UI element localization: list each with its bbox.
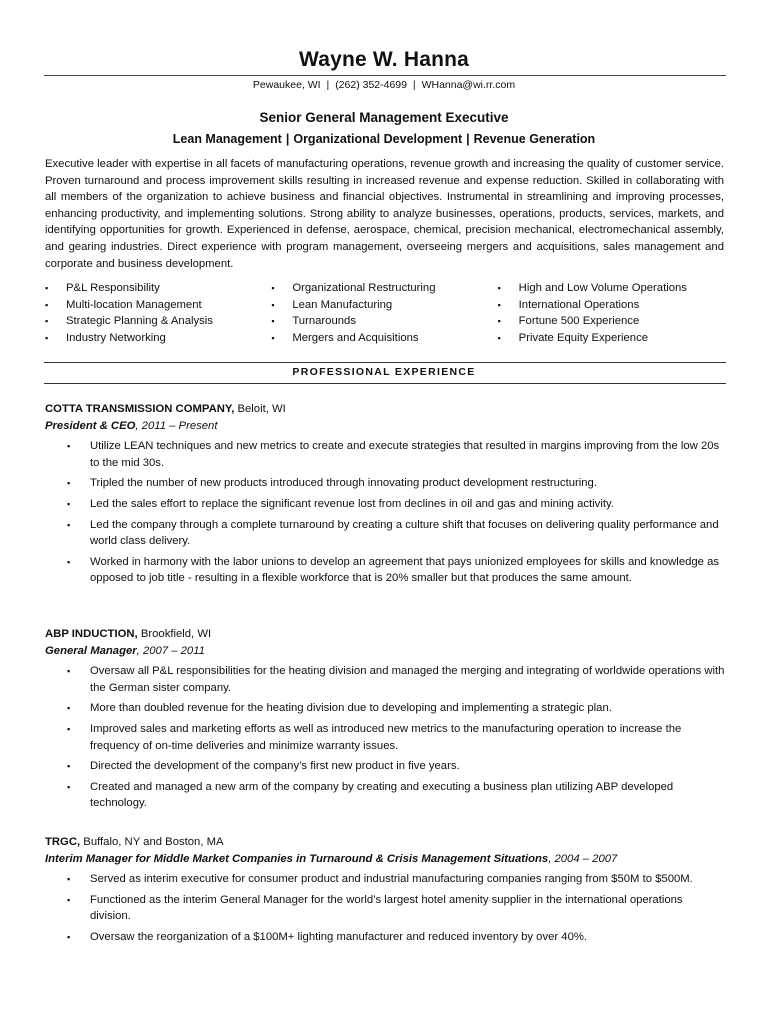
job-title-line — [45, 418, 725, 435]
skill-item: ▪ Turnarounds — [271, 313, 497, 330]
list-item: ▪ Led the sales effort to replace the significant revenue lost from declines in oil and gas and mining activity. — [45, 496, 725, 513]
skill-item: ▪ P&L Responsibility — [45, 280, 271, 297]
job-entry-abp — [45, 626, 725, 816]
contact-email[interactable]: WHanna@wi.rr.com — [421, 79, 516, 91]
bullet-icon: ▪ — [67, 498, 71, 509]
bullet-icon: ▪ — [67, 666, 71, 677]
summary-paragraph: Executive leader with expertise in all facets of manufacturing operations, revenue growth and increasing the quality of customer service. Proven turnaround and process improvement skills resulting in increased revenue and expense reduction. Skilled in collaborating with all members of the organization to achieve business and financial objectives. Instrumental in streamlining and improving processes, enhancing productivity, and implementing solutions. Strong ability to analyze businesses, operations, products, services, markets, and identifying opportunities for growth. Experienced in defense, aerospace, chemical, precision mechanical, electromechanical assembly, and gearing industries. Direct experience with program management, overseeing mergers and acquisitions, sales management and corporate and business development. — [45, 158, 724, 270]
skills-column-1 — [45, 280, 271, 347]
section-divider-top — [44, 362, 726, 363]
job-bullets — [45, 663, 725, 812]
bullet-icon: ▪ — [497, 283, 501, 293]
skill-item: ▪ International Operations — [498, 297, 724, 314]
job-title-line — [45, 643, 725, 660]
bullet-icon: ▪ — [271, 333, 275, 344]
subheadline-item: Organizational Development — [293, 132, 463, 146]
skill-item: ▪ Organizational Restructuring — [271, 280, 497, 297]
bullet-icon: ▪ — [67, 723, 71, 734]
bullet-icon: ▪ — [45, 299, 49, 310]
list-item: ▪ Led the company through a complete turnaround by creating a culture shift that focuses on delivering quality performance and world class delivery. — [67, 518, 719, 548]
bullet-icon: ▪ — [67, 478, 71, 489]
section-divider-bottom — [44, 383, 726, 384]
job-dates: , 2007 – 2011 — [136, 644, 205, 657]
subheadline — [0, 132, 768, 146]
job-company: COTTA TRANSMISSION COMPANY, — [45, 403, 235, 415]
bullet-icon: ▪ — [45, 316, 49, 327]
skill-item: ▪ Multi-location Management — [45, 297, 271, 314]
job-location: Beloit, WI — [234, 403, 286, 415]
job-bullets — [45, 871, 725, 945]
bullet-icon: ▪ — [67, 703, 71, 714]
subheadline-item: Revenue Generation — [473, 132, 596, 146]
job-header — [45, 401, 725, 418]
contact-location: Pewaukee, WI — [252, 79, 321, 91]
job-entry-cotta — [45, 401, 725, 591]
job-location: Brookfield, WI — [137, 628, 212, 640]
contact-phone: (262) 352-4699 — [335, 79, 407, 91]
bullet-icon: ▪ — [67, 441, 71, 452]
bullet-icon: ▪ — [67, 556, 71, 567]
contact-line — [0, 79, 768, 91]
header-divider — [44, 75, 726, 76]
headline: Senior General Management Executive — [259, 110, 509, 125]
bullet-icon: ▪ — [271, 283, 275, 293]
skill-item: ▪ High and Low Volume Operations — [498, 280, 724, 297]
skills-column-3 — [498, 280, 724, 347]
job-dates: , 2011 – Present — [135, 419, 218, 432]
job-bullets — [45, 438, 725, 587]
job-header — [45, 626, 725, 643]
contact-separator: | — [326, 79, 330, 91]
skill-item: ▪ Fortune 500 Experience — [498, 313, 724, 330]
bullet-icon: ▪ — [497, 333, 501, 344]
bullet-icon: ▪ — [45, 333, 49, 344]
bullet-icon: ▪ — [67, 931, 71, 942]
bullet-icon: ▪ — [497, 299, 501, 310]
bullet-icon: ▪ — [67, 761, 71, 772]
list-item: ▪ Functioned as the interim General Manager for the world’s largest hotel amenity supplier in the international operations division. — [67, 893, 683, 923]
section-title-experience: PROFESSIONAL EXPERIENCE — [292, 366, 476, 378]
job-header — [45, 834, 725, 851]
subheadline-item: Lean Management — [172, 132, 282, 146]
job-entry-trgc — [45, 834, 725, 950]
job-company: TRGC, — [45, 836, 81, 848]
list-item: ▪ Oversaw all P&L responsibilities for the heating division and managed the merging and integrating of worldwide operations with the German sister company. — [67, 665, 725, 694]
bullet-icon: ▪ — [67, 781, 71, 792]
job-title: Interim Manager for Middle Market Companies in Turnaround & Crisis Management Situations — [45, 852, 549, 865]
list-item: ▪ More than doubled revenue for the heating division due to developing and implementing a strategic plan. — [45, 700, 725, 717]
bullet-icon: ▪ — [497, 316, 501, 327]
skill-item: ▪ Industry Networking — [45, 330, 271, 347]
subheadline-separator: | — [285, 132, 290, 146]
bullet-icon: ▪ — [45, 283, 49, 293]
list-item: ▪ Tripled the number of new products introduced through innovating product development restructuring. — [45, 475, 725, 492]
skill-item: ▪ Private Equity Experience — [498, 330, 724, 347]
skill-item: ▪ Lean Manufacturing — [271, 297, 497, 314]
bullet-icon: ▪ — [271, 299, 275, 310]
list-item: ▪ Oversaw the reorganization of a $100M+ lighting manufacturer and reduced inventory by over 40%. — [45, 929, 725, 946]
skill-item: ▪ Mergers and Acquisitions — [271, 330, 497, 347]
job-title: President & CEO — [45, 419, 136, 432]
list-item: ▪ Utilize LEAN techniques and new metrics to create and execute strategies that resulted in margins improving from the low 20s to the mid 30s. — [67, 440, 720, 469]
subheadline-separator: | — [466, 132, 470, 146]
skill-item: ▪ Strategic Planning & Analysis — [45, 313, 271, 330]
bullet-icon: ▪ — [67, 874, 71, 885]
job-dates: , 2004 – 2007 — [548, 852, 618, 865]
skills-column-2 — [271, 280, 497, 347]
bullet-icon: ▪ — [67, 894, 71, 905]
job-location: Buffalo, NY and Boston, MA — [80, 836, 224, 848]
bullet-icon: ▪ — [67, 519, 71, 530]
list-item: ▪ Served as interim executive for consumer product and industrial manufacturing companies ranging from $50M to $500M. — [45, 871, 725, 888]
list-item: ▪ Directed the development of the company’s first new product in five years. — [45, 758, 725, 775]
bullet-icon: ▪ — [271, 316, 275, 327]
candidate-name: Wayne W. Hanna — [298, 48, 470, 71]
contact-separator: | — [412, 79, 416, 91]
list-item: ▪ Created and managed a new arm of the company by creating and executing a business plan utilizing ABP developed technology. — [67, 780, 674, 810]
list-item: ▪ Worked in harmony with the labor unions to develop an agreement that pays unionized employees for skills and knowledge as opposed to job title - resulting in a flexible workforce that is 20% smaller but that produces the same amount. — [67, 555, 720, 585]
job-title: General Manager — [45, 644, 137, 657]
skills-grid — [45, 280, 724, 347]
list-item: ▪ Improved sales and marketing efforts as well as introduced new metrics to the manufacturing operation to increase the frequency of on-time deliveries and minimize warranty issues. — [67, 722, 682, 752]
job-title-line — [45, 851, 725, 868]
job-company: ABP INDUCTION, — [45, 628, 138, 640]
